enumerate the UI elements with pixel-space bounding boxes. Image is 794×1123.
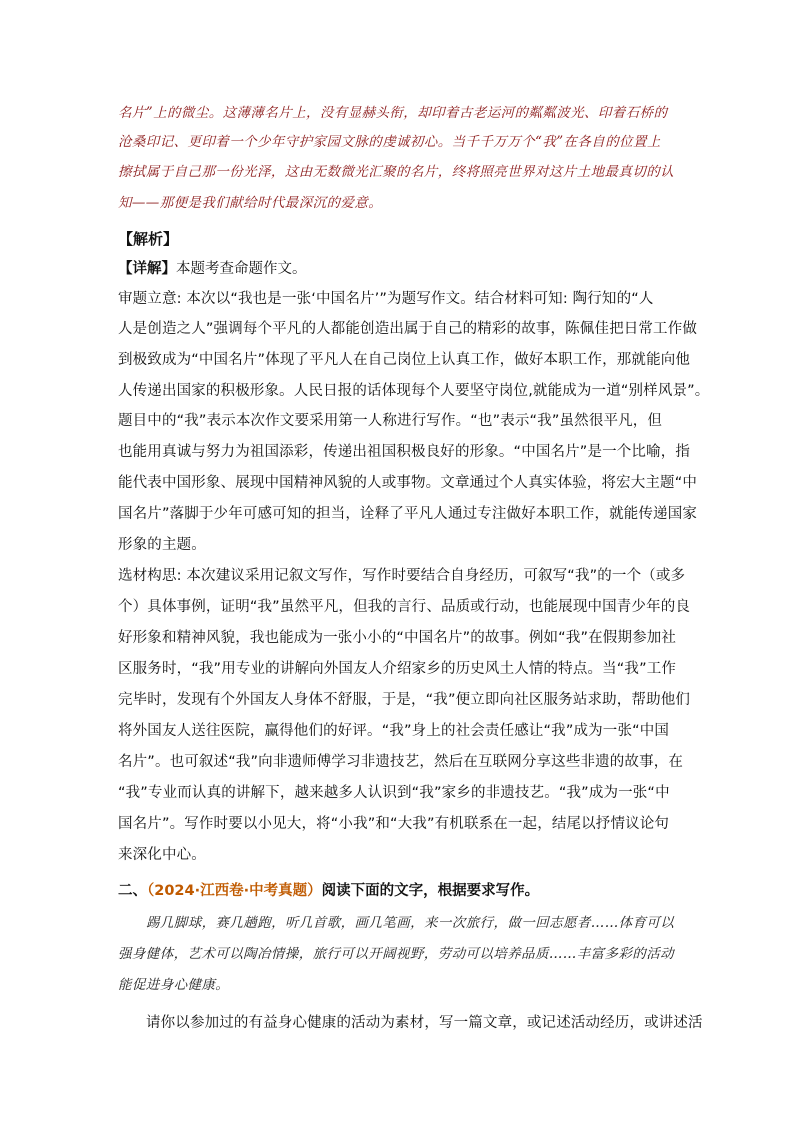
material-line: 强身健体，艺术可以陶冶情操，旅行可以开阔视野，劳动可以培养品质……丰富多彩的活动 <box>118 946 674 962</box>
analysis-line: 审题立意: 本次以“我也是一张‘中国名片’”为题写作文。结合材料可知: 陶行知的“人 <box>118 291 654 307</box>
xiangjie-text: 本题考查命题作文。 <box>176 261 307 277</box>
essay-line: 知——那便是我们献给时代最深沉的爱意。 <box>118 195 383 211</box>
analysis-line: 个）具体事例，证明“我”虽然平凡，但我的言行、品质或行动，也能展现中国青少年的良 <box>118 599 691 615</box>
analysis-line: 到极致成为“中国名片”体现了平凡人在自己岗位上认真工作，做好本职工作，那就能向他 <box>118 352 691 368</box>
material-line: 踢几脚球，赛几趟跑，听几首歌，画几笔画，来一次旅行，做一回志愿者……体育可以 <box>146 915 675 931</box>
question-number: 二、 <box>118 883 147 899</box>
analysis-line: “我”专业而认真的讲解下，越来越多人认识到“我”家乡的非遗技艺。“我”成为一张“中 <box>118 785 670 801</box>
analysis-line: 完毕时，发现有个外国友人身体不舒服，于是，“我”便立即向社区服务站求助，帮助他们 <box>118 692 691 708</box>
analysis-line: 来深化中心。 <box>118 847 206 863</box>
analysis-line: 人传递出国家的积极形象。人民日报的话体现每个人要坚守岗位,就能成为一道“别样风景”。 <box>118 383 710 399</box>
jiexi-heading: 【解析】 <box>118 230 179 248</box>
analysis-line: 区服务时，“我”用专业的讲解向外国友人介绍家乡的历史风土人情的特点。当“我”工作 <box>118 661 677 677</box>
analysis-line: 名片”。也可叙述“我”向非遗师傅学习非遗技艺，然后在互联网分享这些非遗的故事，在 <box>118 754 684 770</box>
question-2-header <box>118 880 539 902</box>
analysis-line: 人是创造之人”强调每个平凡的人都能创造出属于自己的精彩的故事，陈佩佳把日常工作做 <box>118 321 698 337</box>
material-line: 能促进身心健康。 <box>118 977 230 993</box>
analysis-line: 将外国友人送往医院，赢得他们的好评。“我”身上的社会责任感让“我”成为一张“中国 <box>118 723 670 739</box>
writing-prompt: 请你以参加过的有益身心健康的活动为素材，写一篇文章，或记述活动经历，或讲述活 <box>146 1015 703 1031</box>
analysis-line: 形象的主题。 <box>118 537 206 553</box>
xiangjie-label: 【详解】 <box>118 261 176 277</box>
question-instruction: 阅读下面的文字，根据要求写作。 <box>321 883 540 899</box>
analysis-line: 选材构思: 本次建议采用记叙文写作，写作时要结合自身经历，可叙写“我”的一个（或多 <box>118 568 686 584</box>
analysis-line: 好形象和精神风貌，我也能成为一张小小的“中国名片”的故事。例如“我”在假期参加社 <box>118 630 677 646</box>
essay-line: 名片”上的微尘。这薄薄名片上，没有显赫头衔，却印着古老运河的粼粼波光、印着石桥的 <box>118 105 668 121</box>
analysis-line: 也能用真诚与努力为祖国添彩，传递出祖国积极良好的形象。“中国名片”是一个比喻，指 <box>118 444 691 460</box>
xiangjie-line <box>118 258 307 280</box>
analysis-line: 题目中的“我”表示本次作文要采用第一人称进行写作。“也”表示“我”虽然很平凡，但 <box>118 413 663 429</box>
essay-line: 擦拭属于自己那一份光泽，这由无数微光汇聚的名片，终将照亮世界对这片土地最真切的认 <box>118 164 674 180</box>
question-source: （2024·江西卷·中考真题） <box>147 883 322 899</box>
analysis-line: 国名片”。写作时要以小见大，将“小我”和“大我”有机联系在一起，结尾以抒情议论句 <box>118 816 670 832</box>
essay-line: 沧桑印记、更印着一个少年守护家园文脉的虔诚初心。当千千万万个“我”在各自的位置上 <box>118 134 661 150</box>
analysis-line: 国名片”落脚于少年可感可知的担当，诠释了平凡人通过专注做好本职工作，就能传递国家 <box>118 506 698 522</box>
analysis-line: 能代表中国形象、展现中国精神风貌的人或事物。文章通过个人真实体验，将宏大主题“中 <box>118 475 698 491</box>
